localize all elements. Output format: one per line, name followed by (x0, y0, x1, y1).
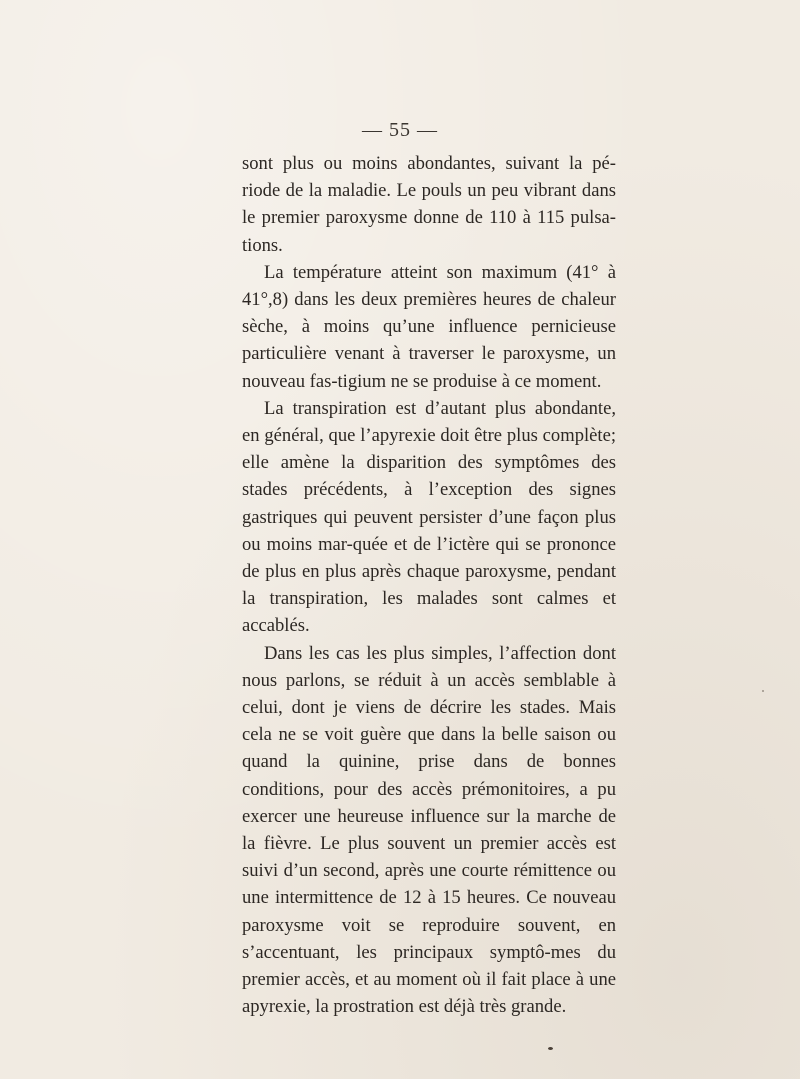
paragraph-3: La transpiration est d’autant plus abondante, en général, que l’apyrexie doit être plus complète; elle amène la disparition des symptômes des stades précédents, à l’exception des signes gastriques qui peuvent persister d’une façon plus ou moins mar-quée et de l’ictère qui se prononce de plus en plus après chaque paroxysme, pendant la transpiration, les malades sont calmes et accablés. (242, 397, 616, 637)
body-text (242, 150, 616, 1021)
ink-speck (548, 1047, 553, 1050)
paragraph-1: sont plus ou moins abondantes, suivant la pé-riode de la maladie. Le pouls un peu vibrant dans le premier paroxysme donne de 110 à 115 pulsa-tions. (242, 153, 616, 256)
page-number: — 55 — (362, 119, 438, 141)
paragraph-4: Dans les cas les plus simples, l’affection dont nous parlons, se réduit à un accès semblable à celui, dont je viens de décrire les stades. Mais cela ne se voit guère que dans la belle saison ou quand la quinine, prise dans de bonnes conditions, pour des accès prémonitoires, a pu exercer une heureuse influence sur la marche de la fièvre. Le plus souvent un premier accès est suivi d’un second, après une courte rémittence ou une intermittence de 12 à 15 heures. Ce nouveau paroxysme voit se reproduire souvent, en s’accentuant, les principaux symptô-mes du premier accès, et au moment où il fait place à une apyrexie, la prostration est déjà très grande. (242, 642, 616, 1018)
paragraph-2: La température atteint son maximum (41° à 41°,8) dans les deux premières heures de chaleur sèche, à moins qu’une influence pernicieuse particulière venant à traverser le paroxysme, un nouveau fas-tigium ne se produise à ce moment. (242, 261, 616, 392)
ink-speck (762, 690, 764, 692)
